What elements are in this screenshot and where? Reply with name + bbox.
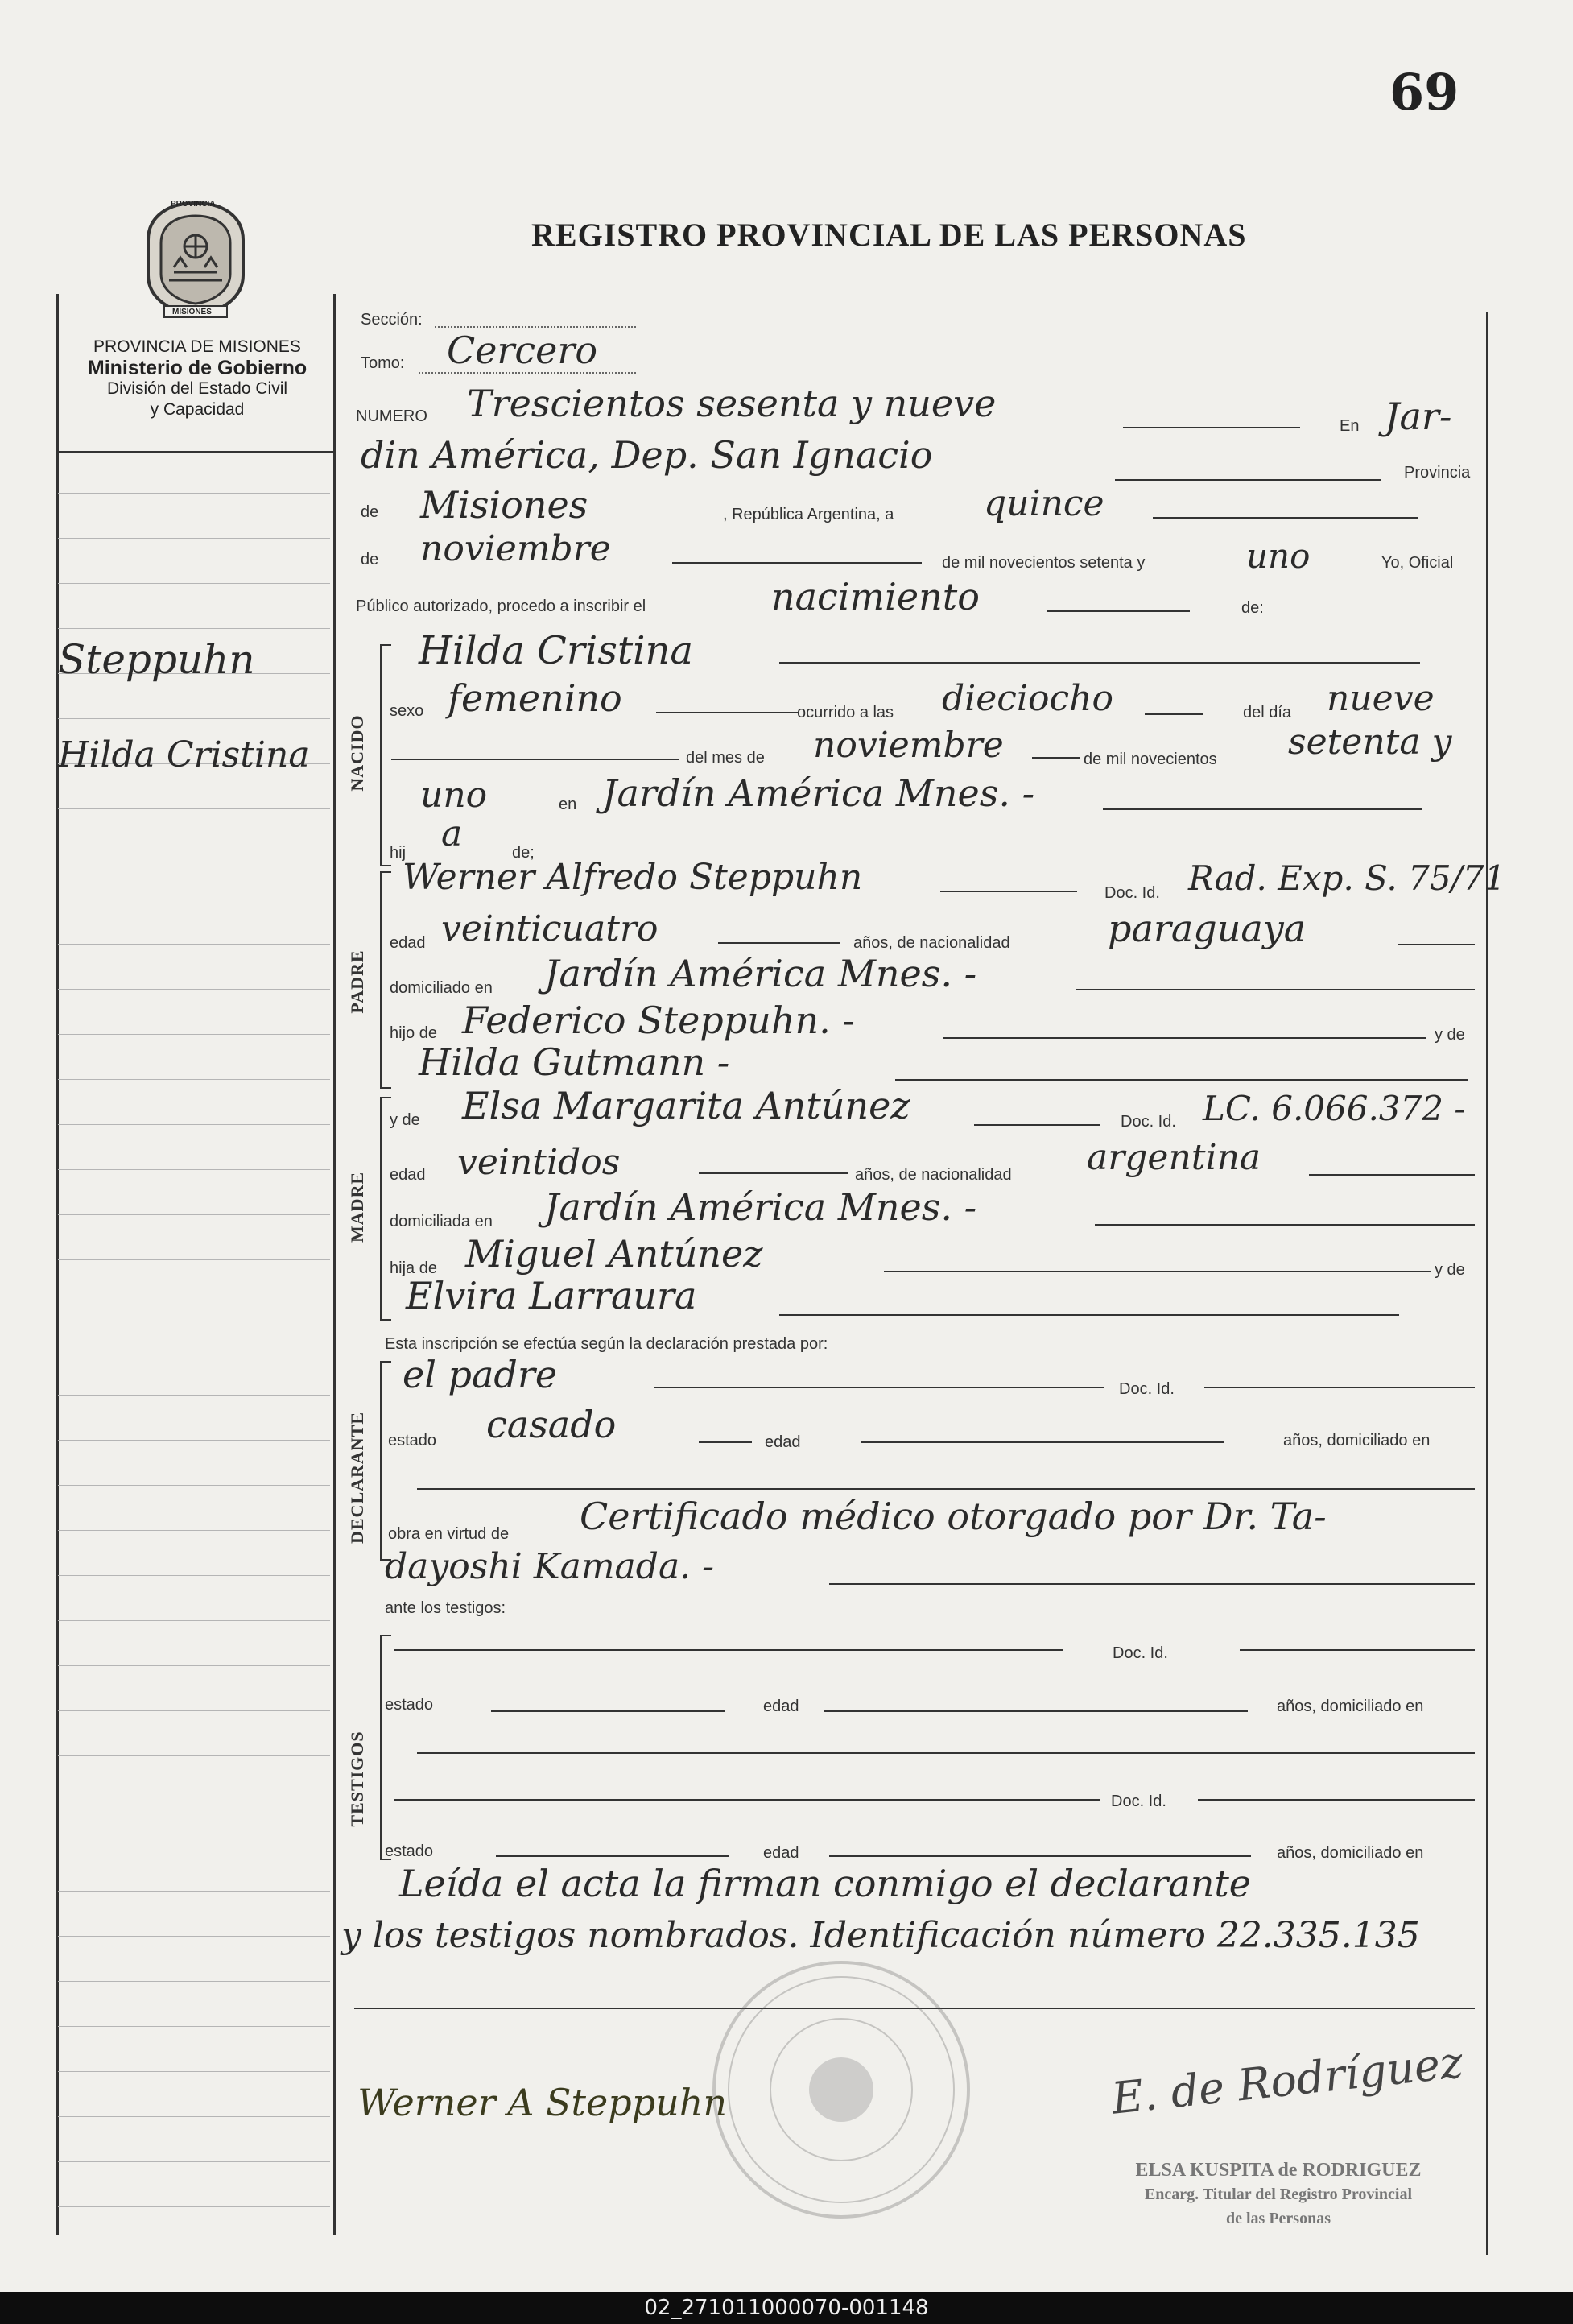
declarant-estado-label: estado (388, 1432, 437, 1449)
official-name: ELSA KUSPITA de RODRIGUEZ (1135, 2160, 1422, 2181)
margin-rule (58, 1440, 330, 1441)
mother-name: Elsa Margarita Antúnez (462, 1084, 910, 1127)
sex-line (656, 712, 798, 713)
year-value: uno (1246, 536, 1311, 576)
father-mother-line (895, 1079, 1468, 1081)
father-father-line (943, 1037, 1426, 1039)
father-mother: Hilda Gutmann - (419, 1040, 730, 1084)
de-mil-nov-label: de mil novecientos (1084, 751, 1217, 768)
father-doc-label: Doc. Id. (1104, 884, 1160, 902)
madre-bracket-bottom (380, 1319, 391, 1321)
month-line (672, 562, 922, 564)
declarant-anos-label: años, domiciliado en (1283, 1432, 1431, 1449)
margin-rule (58, 1169, 330, 1170)
margin-rule (58, 2206, 330, 2207)
father-domicile: Jardín América Mnes. - (544, 952, 977, 995)
provincia-label: Provincia (1404, 464, 1471, 482)
birth-year-b: uno (420, 775, 488, 816)
margin-rule (58, 989, 330, 990)
official-stamp-icon (708, 1957, 974, 2223)
declarante-bracket-top (380, 1361, 391, 1363)
margin-rule (58, 1575, 330, 1576)
y-de-lower-label: y de (390, 1111, 420, 1129)
witness1-doc-line (1240, 1649, 1475, 1651)
obra-line (829, 1583, 1475, 1585)
father-age-line (718, 942, 840, 944)
act-line (1047, 610, 1190, 612)
child-name: Hilda Cristina (419, 628, 693, 673)
division-label-2: y Capacidad (150, 400, 245, 419)
mother-nat-line (1309, 1174, 1475, 1176)
witness2-edad-line (829, 1855, 1251, 1857)
witness1-estado-label: estado (385, 1696, 434, 1714)
witness2-anos-label: años, domiciliado en (1277, 1844, 1424, 1862)
father-anos-label: años, de nacionalidad (853, 934, 1010, 952)
margin-rule (58, 2026, 330, 2027)
margin-rule (58, 944, 330, 945)
hour-value: dieciocho (942, 678, 1113, 719)
madre-bracket-top (380, 1097, 391, 1098)
father-age: veinticuatro (441, 908, 659, 949)
margin-border-left (56, 294, 59, 2235)
closing-line-1: Leída el acta la firman conmigo el declarante (399, 1862, 1252, 1905)
y-de-label: y de (1435, 1026, 1465, 1044)
nacido-bracket-top (380, 644, 391, 646)
witness1-doc-label: Doc. Id. (1113, 1644, 1168, 1662)
witness1-edad-label: edad (763, 1698, 799, 1715)
mother-mother: Elvira Larraura (406, 1274, 697, 1317)
margin-rule (58, 583, 330, 584)
sexo-label: sexo (390, 702, 424, 720)
en-label: En (1340, 417, 1360, 435)
hij-label: hij (390, 844, 407, 862)
padre-bracket (380, 871, 382, 1087)
mother-nationality: argentina (1087, 1137, 1261, 1178)
form-border-right (1486, 312, 1488, 2255)
margin-rule (58, 538, 330, 539)
page-title: REGISTRO PROVINCIAL DE LAS PERSONAS (531, 217, 1247, 253)
margin-rule (58, 2071, 330, 2072)
mother-name-line (974, 1124, 1100, 1126)
witness1-address-line (417, 1752, 1475, 1754)
margin-rule (58, 628, 330, 629)
ocurrido-label: ocurrido a las (797, 704, 894, 722)
witness2-doc-line (1198, 1799, 1475, 1801)
declarant-line (654, 1387, 1104, 1388)
hour-line (1145, 713, 1203, 715)
tomo-value: Cercero (447, 329, 598, 372)
margin-rule (58, 1665, 330, 1666)
margin-rule (58, 1981, 330, 1982)
file-reference: 02_271011000070-001148 (0, 2292, 1573, 2324)
father-dom-label: domiciliado en (390, 979, 493, 997)
father-father: Federico Steppuhn. - (462, 999, 855, 1042)
mother-doc-value: LC. 6.066.372 - (1203, 1089, 1466, 1128)
mother-father-line (884, 1271, 1431, 1272)
margin-rule (58, 1891, 330, 1892)
seal-text-bottom: MISIONES (172, 308, 212, 316)
section-madre: MADRE (347, 1171, 367, 1243)
birth-day-value: nueve (1327, 678, 1435, 719)
declarante-bracket (380, 1361, 382, 1559)
tomo-line (419, 372, 636, 374)
place-line (1115, 479, 1381, 481)
margin-rule (58, 1530, 330, 1531)
father-name-line (940, 891, 1077, 892)
civil-status-value: casado (486, 1403, 617, 1446)
en-lower-label: en (559, 796, 577, 813)
margin-rule (58, 1710, 330, 1711)
de-label-2: de (361, 551, 379, 569)
seccion-line (435, 326, 636, 328)
father-nat-line (1398, 944, 1475, 945)
witness1-anos-label: años, domiciliado en (1277, 1698, 1424, 1715)
hija-de-label: hija de (390, 1259, 437, 1277)
seccion-label: Sección: (361, 311, 423, 329)
margin-rule (58, 1259, 330, 1260)
father-name: Werner Alfredo Steppuhn (403, 857, 863, 898)
declarant-age-line (861, 1441, 1224, 1443)
margin-rule (58, 718, 330, 719)
section-padre: PADRE (347, 949, 367, 1014)
day-value: quince (984, 483, 1104, 524)
declarant-address-line (417, 1488, 1475, 1490)
margin-rule (58, 808, 330, 809)
margin-rule (58, 1034, 330, 1035)
declarant-edad-label: edad (765, 1433, 801, 1451)
sex-value: femenino (448, 676, 622, 720)
tomo-label: Tomo: (361, 354, 405, 372)
father-doc-value: Rad. Exp. S. 75/71 (1188, 858, 1506, 898)
ministry-label: Ministerio de Gobierno (87, 357, 308, 379)
margin-rule (58, 493, 330, 494)
witness1-estado-line (491, 1710, 725, 1712)
de-colon-label: de: (1241, 599, 1264, 617)
testigos-bracket (380, 1635, 382, 1859)
witness2-name-line (394, 1799, 1100, 1801)
declarant-doc-label: Doc. Id. (1119, 1380, 1175, 1398)
margin-rule (58, 1124, 330, 1125)
witness2-estado-label: estado (385, 1842, 434, 1860)
mother-dom-line (1095, 1224, 1475, 1226)
hij-suffix: a (441, 813, 463, 854)
margin-rule (58, 1395, 330, 1396)
mother-domicile: Jardín América Mnes. - (544, 1185, 977, 1229)
provincia-value: Misiones (420, 483, 588, 527)
official-name-stamp (1101, 2158, 1455, 2231)
numero-label: NUMERO (356, 407, 427, 425)
witness2-estado-line (496, 1855, 729, 1857)
de-mil-label: de mil novecientos setenta y (942, 554, 1146, 572)
margin-given-names: Hilda Cristina (58, 734, 310, 775)
mother-father: Miguel Antúnez (465, 1232, 763, 1276)
declarant-value: el padre (403, 1353, 558, 1396)
yo-oficial-label: Yo, Oficial (1381, 554, 1454, 572)
margin-border-right (333, 294, 336, 2235)
seal-text-top: PROVINCIA (171, 200, 216, 209)
inscripcion-label: Esta inscripción se efectúa según la declaración prestada por: (385, 1335, 828, 1353)
child-name-line (779, 662, 1420, 664)
mother-anos-label: años, de nacionalidad (855, 1166, 1012, 1184)
mother-age-line (699, 1172, 848, 1174)
blank-line (391, 759, 679, 760)
obra-label: obra en virtud de (388, 1525, 510, 1543)
margin-rule (58, 1079, 330, 1080)
signature-declarant: Werner A Steppuhn (357, 2081, 728, 2124)
margin-rule (58, 1936, 330, 1937)
testigos-bracket-top (380, 1635, 391, 1636)
madre-bracket (380, 1097, 382, 1319)
mother-edad-label: edad (390, 1166, 426, 1184)
birth-place-line (1103, 808, 1422, 810)
place-part-a: Jar- (1385, 395, 1452, 438)
padre-bracket-bottom (380, 1087, 391, 1089)
official-role: Encarg. Titular del Registro Provincial (1144, 2185, 1413, 2203)
margin-divider (58, 451, 333, 453)
margin-rule (58, 1620, 330, 1621)
section-testigos: TESTIGOS (347, 1731, 367, 1827)
declarant-doc-line (1204, 1387, 1475, 1388)
birth-month-line (1032, 757, 1080, 759)
witness1-edad-line (824, 1710, 1248, 1712)
month-value: noviembre (420, 528, 611, 569)
province-label: PROVINCIA DE MISIONES (93, 337, 301, 356)
margin-rule (58, 1755, 330, 1756)
numero-value: Trescientos sesenta y nueve (467, 382, 997, 425)
margin-surname: Steppuhn (58, 636, 255, 683)
birth-year-a: setenta y (1288, 722, 1452, 763)
birth-month-value: noviembre (813, 725, 1004, 766)
father-dom-line (1076, 989, 1475, 990)
mother-age: veintidos (457, 1142, 621, 1183)
mother-dom-label: domiciliada en (390, 1213, 493, 1230)
official-role-2: de las Personas (1226, 2210, 1331, 2227)
margin-rule (58, 1485, 330, 1486)
republica-label: , República Argentina, a (723, 506, 894, 523)
page-number: 69 (1389, 63, 1459, 122)
witness2-edad-label: edad (763, 1844, 799, 1862)
obra-value-a: Certificado médico otorgado por Dr. Ta- (580, 1495, 1327, 1538)
coat-of-arms-icon (142, 198, 250, 319)
del-mes-label: del mes de (686, 749, 765, 767)
witness2-doc-label: Doc. Id. (1111, 1793, 1166, 1810)
civil-status-line (699, 1441, 752, 1443)
de-label: de (361, 503, 379, 521)
mother-doc-label: Doc. Id. (1121, 1113, 1176, 1131)
closing-line-2: y los testigos nombrados. Identificación número 22.335.135 (341, 1915, 1420, 1956)
numero-line (1123, 427, 1300, 428)
father-nationality: paraguaya (1108, 907, 1307, 950)
hijo-de-label: hijo de (390, 1024, 437, 1042)
day-line (1153, 517, 1418, 519)
margin-rule (58, 2116, 330, 2117)
margin-rule (58, 1214, 330, 1215)
signature-official: E. de Rodríguez (1109, 2037, 1466, 2124)
issuing-authority (60, 337, 334, 420)
publico-label: Público autorizado, procedo a inscribir el (356, 598, 646, 615)
nacido-bracket (380, 644, 382, 866)
margin-rule (58, 2161, 330, 2162)
section-declarante: DECLARANTE (347, 1411, 367, 1544)
nacido-bracket-bottom (380, 865, 391, 866)
place-part-b: din América, Dep. San Ignacio (361, 433, 933, 477)
witness1-name-line (394, 1649, 1063, 1651)
y-de-label-2: y de (1435, 1261, 1465, 1279)
division-label: División del Estado Civil (106, 379, 288, 398)
birth-place: Jardín América Mnes. - (602, 771, 1035, 815)
section-nacido: NACIDO (347, 714, 367, 792)
padre-bracket-top (380, 871, 391, 873)
mother-mother-line (779, 1314, 1399, 1316)
father-edad-label: edad (390, 934, 426, 952)
act-value: nacimiento (771, 575, 980, 618)
de-semi-label: de; (512, 844, 535, 862)
del-dia-label: del día (1243, 704, 1292, 722)
obra-value-b: dayoshi Kamada. - (385, 1546, 715, 1587)
ante-label: ante los testigos: (385, 1599, 506, 1617)
